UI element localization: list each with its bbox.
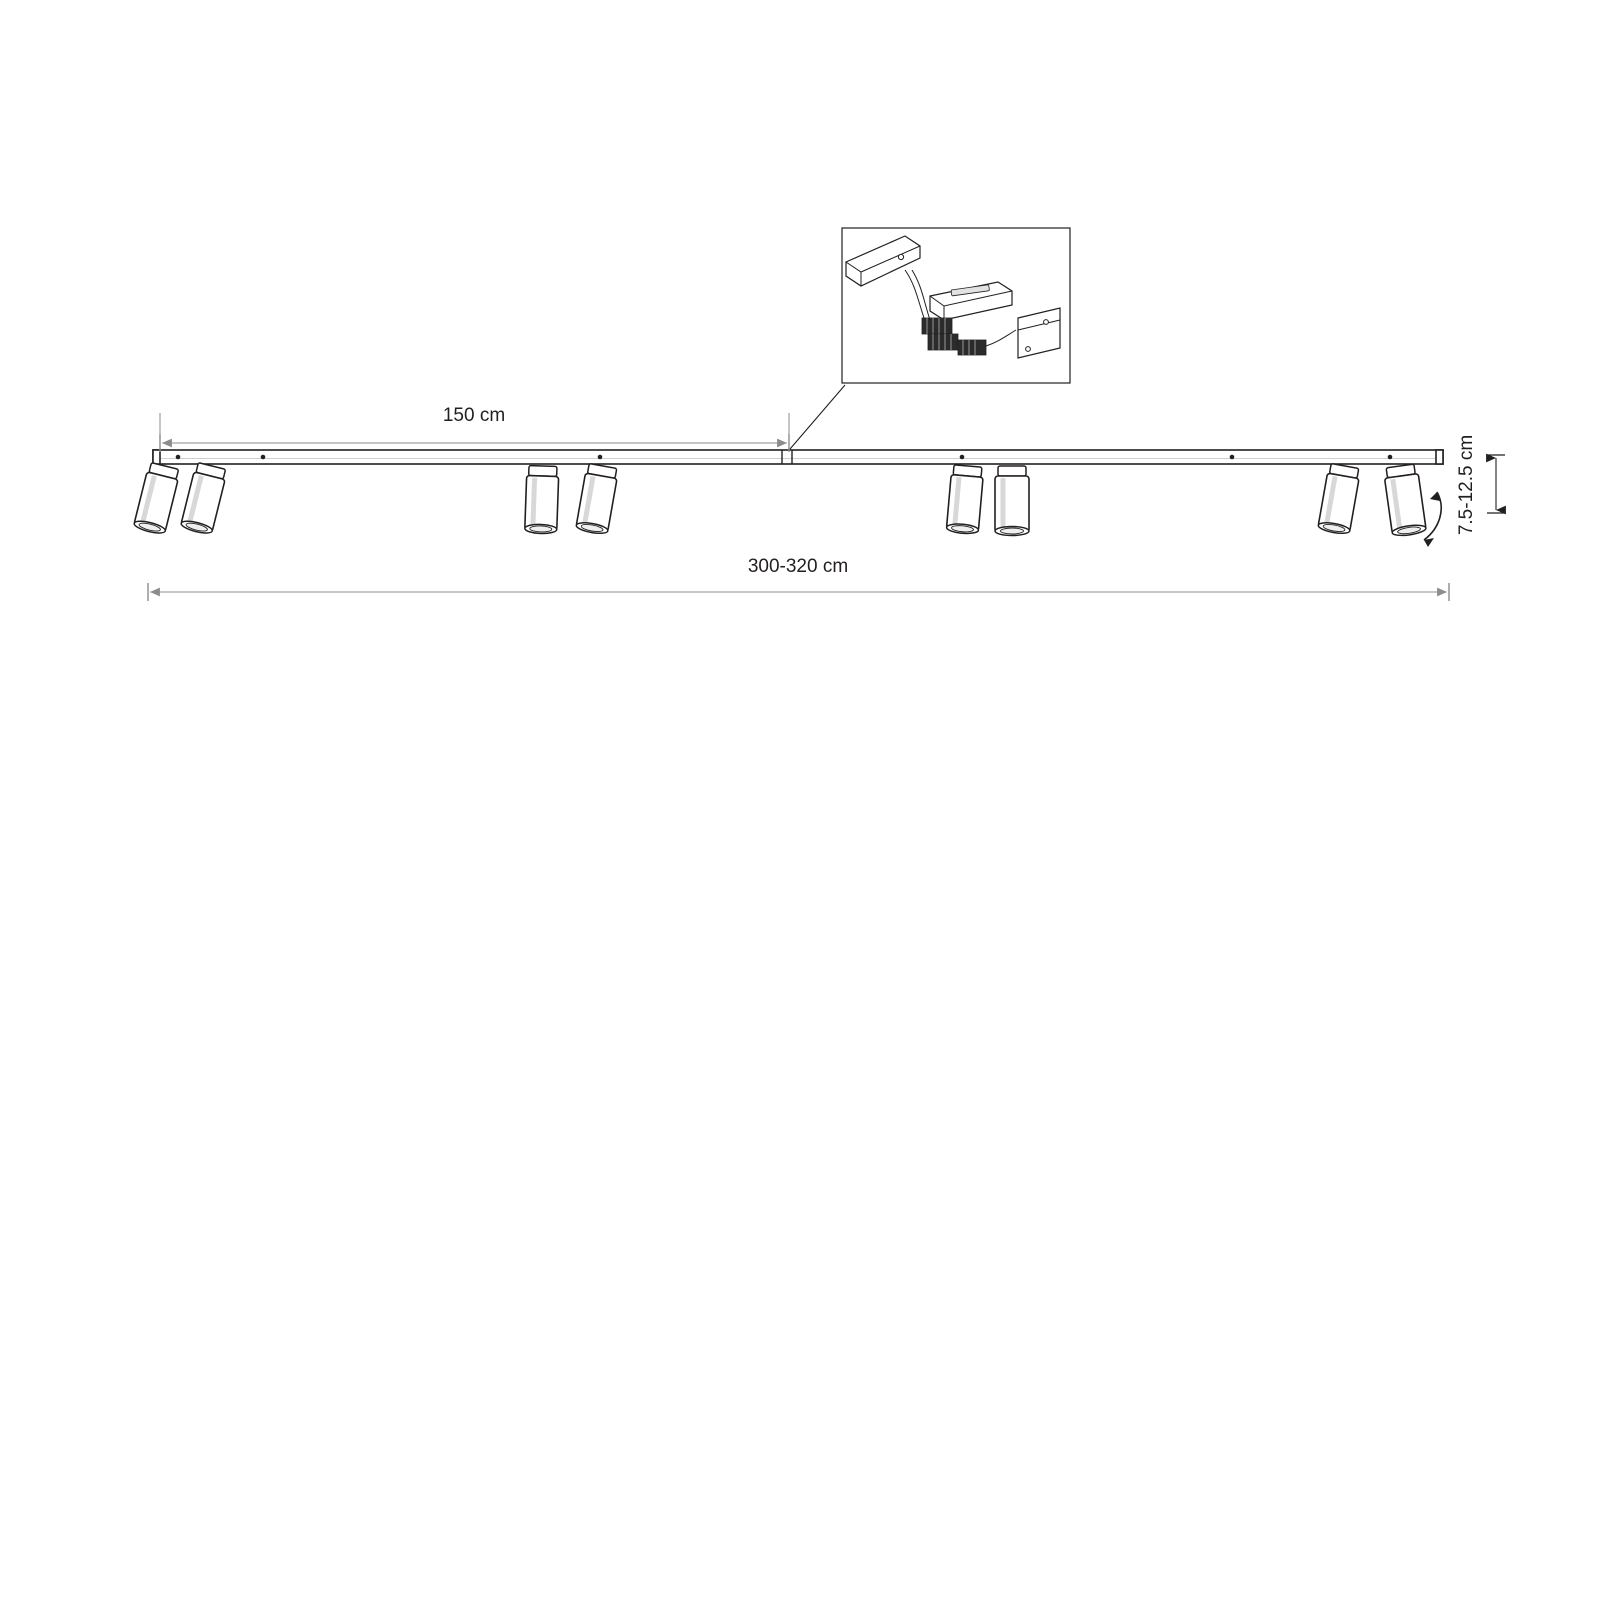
connector-detail-callout <box>790 228 1070 449</box>
spotlight-2 <box>180 462 227 535</box>
spotlight-6 <box>995 466 1029 536</box>
spotlight-7 <box>1318 463 1361 535</box>
spotlight-1 <box>133 462 180 535</box>
mount-point <box>598 455 603 460</box>
dimension-drop-height-label: 7.5-12.5 cm <box>1456 434 1477 536</box>
detail-terminal-block-c <box>958 340 986 355</box>
mount-point <box>960 455 965 460</box>
mount-point <box>1388 455 1393 460</box>
dimension-drop-height <box>1487 455 1505 513</box>
track-rail <box>153 450 1443 464</box>
mount-point <box>176 455 181 460</box>
spotlight-5 <box>946 465 984 535</box>
spotlight-8 <box>1383 464 1426 538</box>
mount-point <box>261 455 266 460</box>
dimension-150cm-label: 150 cm <box>442 405 506 426</box>
dimension-total-length-label: 300-320 cm <box>747 556 849 577</box>
detail-terminal-block-a <box>922 318 952 334</box>
spotlight-4 <box>576 463 619 535</box>
tilt-arrow-icon <box>1424 492 1441 547</box>
mount-point <box>1230 455 1235 460</box>
dimension-total-length <box>148 583 1449 601</box>
spotlight-3 <box>525 465 559 534</box>
detail-terminal-block-b <box>928 334 958 350</box>
